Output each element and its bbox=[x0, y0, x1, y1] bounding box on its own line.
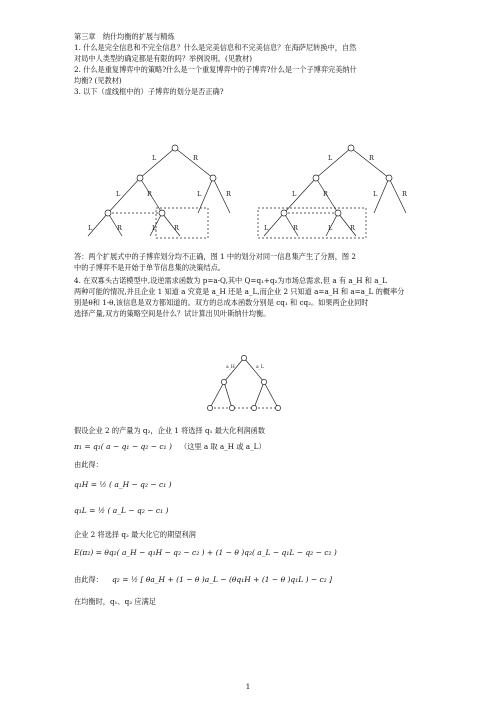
branch-label: R bbox=[193, 154, 198, 162]
question-line: 2. 什么是重复博弈中的策略?什么是一个重复博弈中的子博弈?什么是一个子博弈完美纳什 bbox=[74, 65, 357, 74]
chapter-title: 第三章 纳什均衡的扩展与精炼 bbox=[74, 32, 175, 41]
branch-label: L bbox=[152, 154, 157, 162]
branch-label: R bbox=[293, 224, 298, 232]
branch-label: R bbox=[323, 190, 328, 198]
question-4-line: 选择产量,双方的策略空间是什么？试计算出贝叶斯纳什均衡。 bbox=[74, 309, 271, 318]
branch-label: L bbox=[373, 190, 378, 198]
question-4-line: 两种可能的情况,并且企业 1 知道 a 究竟是 a_H 还是 a_L,而企业 2 只知道 a=a_H 和 a=a_L 的概率分 bbox=[74, 287, 405, 296]
solution-line: 由此得： bbox=[74, 460, 103, 469]
branch-label: L bbox=[328, 224, 333, 232]
branch-label: L bbox=[88, 224, 93, 232]
equation-q1h: q₁H = ½ ( a_H − q₂ − c₁ ) bbox=[74, 480, 172, 489]
nature-label-high: a_H bbox=[226, 365, 235, 370]
branch-label: L bbox=[152, 224, 157, 232]
equation-q2: q₂ = ½ [ θa_H + (1 − θ )a_L − (θq₁H + (1 − θ )q₁L ) − c₂ ] bbox=[112, 575, 333, 584]
equation-expected-profit: E(π₂) = θq₂( a_H − q₁H − q₂ − c₂ ) + (1 − θ )q₂( a_L − q₁L − q₂ − c₂ ) bbox=[74, 548, 337, 557]
branch-label: R bbox=[402, 190, 407, 198]
solution-line: 在均衡时，q₁、q₂ 应满足 bbox=[74, 597, 156, 606]
branch-label: R bbox=[117, 224, 122, 232]
solution-line: 由此得： bbox=[74, 575, 103, 584]
branch-label: L bbox=[197, 190, 202, 198]
branch-label: R bbox=[147, 190, 152, 198]
answer-line: 答：两个扩展式中的子博弈划分均不正确，图 1 中的划分对同一信息集产生了分割，图 2 bbox=[74, 252, 356, 261]
page-number: 1 bbox=[245, 682, 251, 691]
solution-line: 假设企业 2 的产量为 q₂，企业 1 将选择 q₁ 最大化利润函数 bbox=[74, 426, 266, 435]
question-line: 3. 以下（虚线框中的）子博弈的划分是否正确? bbox=[74, 87, 224, 96]
equation-profit-1: π₁ = q₁( a − q₁ − q₂ − c₁ ) bbox=[74, 442, 172, 451]
question-4-line: 4. 在双寡头古诺模型中,设逆需求函数为 p=a-Q,其中 Q=q₁+q₂为市场总需求,但 a 有 a_H 和 a_L bbox=[74, 276, 387, 285]
branch-label: L bbox=[292, 190, 297, 198]
nature-move-tree bbox=[196, 352, 296, 416]
answer-line: 中的子博弈不是开始于单节信息集的决策结点。 bbox=[74, 263, 225, 272]
question-line: 对局中人类型的确定都是有限的吗？举例说明。(见教材) bbox=[74, 54, 253, 63]
branch-label: R bbox=[369, 154, 374, 162]
question-line: 1. 什么是完全信息和不完全信息？什么是完美信息和不完美信息？在海萨尼转换中，自然 bbox=[74, 43, 357, 52]
nature-label-low: a_L bbox=[256, 365, 264, 370]
branch-label: L bbox=[328, 154, 333, 162]
equation-q1l: q₁L = ½ ( a_L − q₂ − c₁ ) bbox=[74, 506, 169, 515]
equation-note: （这里 a 取 a_H 或 a_L） bbox=[180, 442, 266, 451]
solution-line: 企业 2 将选择 q₂ 最大化它的期望利润 bbox=[74, 530, 196, 539]
game-tree-2 bbox=[256, 140, 426, 240]
question-4-line: 别是θ和 1-θ,该信息是双方都知道的。双方的总成本函数分别是 cq₁ 和 cq₂。如果两企业同时 bbox=[74, 298, 369, 307]
branch-label: L bbox=[116, 190, 121, 198]
branch-label: R bbox=[350, 224, 355, 232]
branch-label: R bbox=[226, 190, 231, 198]
branch-label: L bbox=[264, 224, 269, 232]
branch-label: R bbox=[174, 224, 179, 232]
question-line: 均衡? (见教材) bbox=[74, 76, 122, 85]
game-tree-1 bbox=[80, 140, 250, 240]
